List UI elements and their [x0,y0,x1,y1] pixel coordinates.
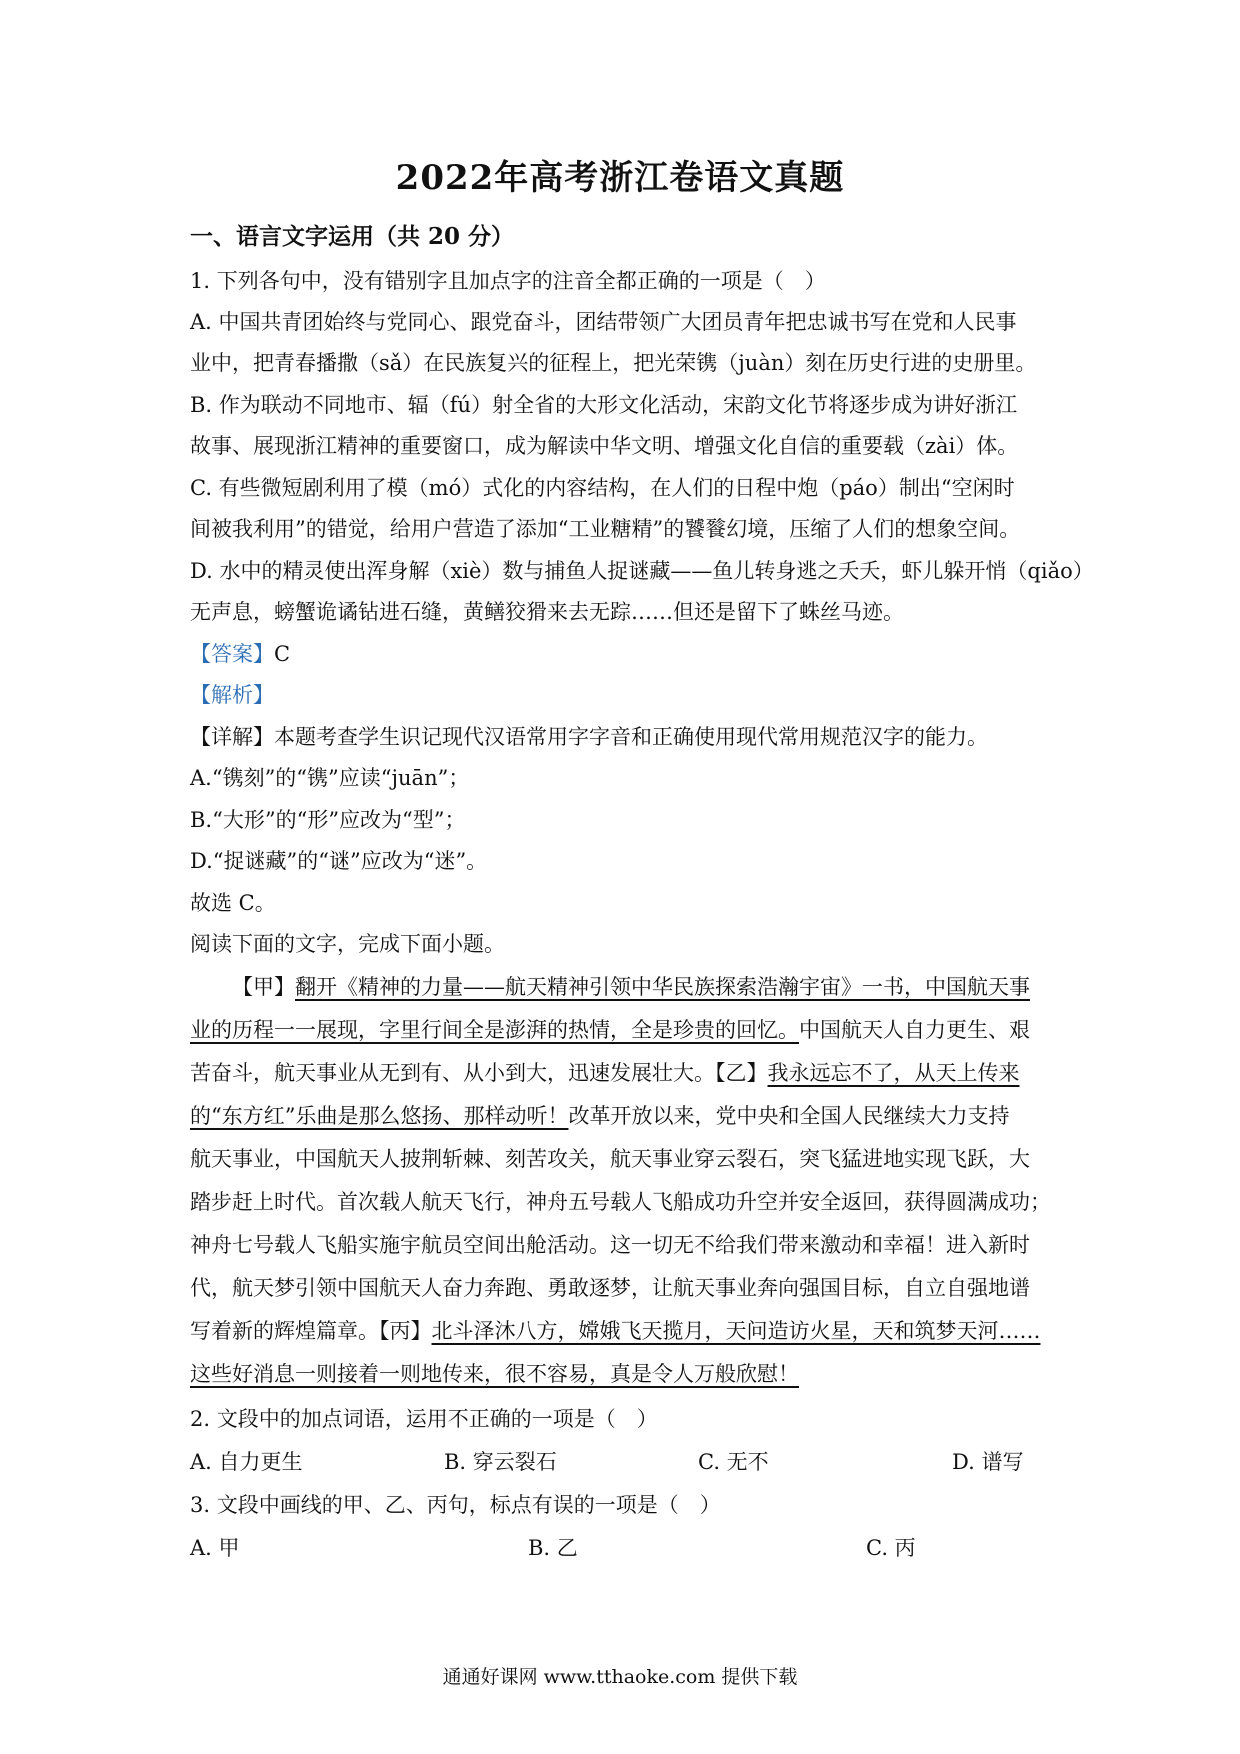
passage-underline-yi-1: 我永远忘不了，从天上传来 [767,1061,1020,1085]
q3-stem: 3. 文段中画线的甲、乙、丙句，标点有误的一项是（ ） [190,1493,721,1517]
passage-line-10 [190,1359,1070,1389]
passage-line-2 [190,1015,1070,1045]
q1-stem: 1. 下列各句中，没有错别字且加点字的注音全都正确的一项是（ ） [190,269,826,293]
passage-underline-jia-1: 翻开《精神的力量——航天精神引领中华民族探索浩瀚宇宙》一书，中国航天事 [295,975,1030,999]
passage-line-7: 神舟七号载人飞船实施宇航员空间出舱活动。这一切无不给我们带来激动和幸福！进入新时 [190,1233,1030,1257]
detail-b: B.“大形”的“形”应改为“型”； [190,808,466,832]
passage-text-3: 苦奋斗，航天事业从无到有、从小到大，迅速发展壮大。 [190,1061,715,1085]
q2-option-b: B. 穿云裂石 [444,1450,557,1474]
passage-tag-bing: 【丙】 [379,1319,432,1343]
detail-d: D.“捉谜藏”的“谜”应改为“迷”。 [190,849,488,873]
page-title: 2022年高考浙江卷语文真题 [395,158,845,198]
section-heading: 一、语言文字运用（共 20 分） [190,223,515,250]
q1-option-a-line1: A. 中国共青团始终与党同心、跟党奋斗，团结带领广大团员青年把忠诚书写在党和人民事 [190,310,1017,334]
passage-text-9: 写着新的辉煌篇章。 [190,1319,379,1343]
detail-text: 【详解】本题考查学生识记现代汉语常用字字音和正确使用现代常用规范汉字的能力。 [190,725,988,749]
answer-tag: 【答案】 [190,642,274,666]
passage-tag-jia: 【甲】 [232,975,295,999]
answer-line [190,639,1070,669]
q1-option-a-line2: 业中，把青春播撒（sǎ）在民族复兴的征程上，把光荣镌（juàn）刻在历史行进的史册里。 [190,351,1037,375]
detail-a: A.“镌刻”的“镌”应读“juān”； [190,766,470,790]
q1-option-c-line1: C. 有些微短剧利用了模（mó）式化的内容结构，在人们的日程中炮（páo）制出“空闲时 [190,476,1015,500]
choose-line: 故选 C。 [190,891,276,915]
passage-underline-yi-2: 的“东方红”乐曲是那么悠扬、那样动听！ [190,1104,569,1128]
passage-line-1 [232,972,1112,1002]
q1-option-d-line1: D. 水中的精灵使出浑身解（xiè）数与捕鱼人捉谜藏——鱼儿转身逃之夭夭，虾儿躲开悄（qiǎo） [190,559,1094,583]
q3-option-c: C. 丙 [866,1536,916,1560]
passage-tag-yi: 【乙】 [715,1061,768,1085]
passage-line-8: 代，航天梦引领中国航天人奋力奔跑、勇敢逐梦，让航天事业奔向强国目标，自立自强地谱 [190,1276,1030,1300]
q1-option-b-line1: B. 作为联动不同地市、辐（fú）射全省的大形文化活动，宋韵文化节将逐步成为讲好浙江 [190,393,1018,417]
passage-line-3 [190,1058,1070,1088]
q1-option-c-line2: 间被我利用”的错觉，给用户营造了添加“工业糖精”的饕餮幻境，压缩了人们的想象空间。 [190,517,1021,541]
passage-line-4 [190,1101,1070,1131]
passage-underline-bing-1: 北斗泽沐八方，嫦娥飞天揽月，天问造访火星，天和筑梦天河…… [431,1319,1041,1343]
passage-underline-bing-2: 这些好消息一则接着一则地传来，很不容易，真是令人万般欣慰！ [190,1362,799,1386]
q3-option-a: A. 甲 [190,1536,240,1560]
passage-text-4: 改革开放以来，党中央和全国人民继续大力支持 [568,1104,1010,1128]
passage-line-6: 踏步赶上时代。首次载人航天飞行，神舟五号载人飞船成功升空并安全返回，获得圆满成功； [190,1190,1051,1214]
q1-option-b-line2: 故事、展现浙江精神的重要窗口，成为解读中华文明、增强文化自信的重要载（zài）体。 [190,434,1019,458]
reading-intro: 阅读下面的文字，完成下面小题。 [190,932,505,956]
answer-value: C [274,642,291,666]
analysis-tag: 【解析】 [190,683,274,707]
page-footer: 通通好课网 www.tthaoke.com 提供下载 [442,1666,798,1688]
q3-option-b: B. 乙 [528,1536,578,1560]
q2-stem: 2. 文段中的加点词语，运用不正确的一项是（ ） [190,1407,658,1431]
q2-option-a: A. 自力更生 [190,1450,303,1474]
q1-option-d-line2: 无声息，螃蟹诡谲钻进石缝，黄鳝狡猾来去无踪……但还是留下了蛛丝马迹。 [190,600,904,624]
passage-line-5: 航天事业，中国航天人披荆斩棘、刻苦攻关，航天事业穿云裂石，突飞猛进地实现飞跃，大 [190,1147,1030,1171]
passage-text-2: 中国航天人自力更生、艰 [799,1018,1030,1042]
q2-option-d: D. 谱写 [952,1450,1024,1474]
passage-line-9 [190,1316,1070,1346]
passage-underline-jia-2: 业的历程一一展现，字里行间全是澎湃的热情，全是珍贵的回忆。 [190,1018,799,1042]
q2-option-c: C. 无不 [698,1450,769,1474]
